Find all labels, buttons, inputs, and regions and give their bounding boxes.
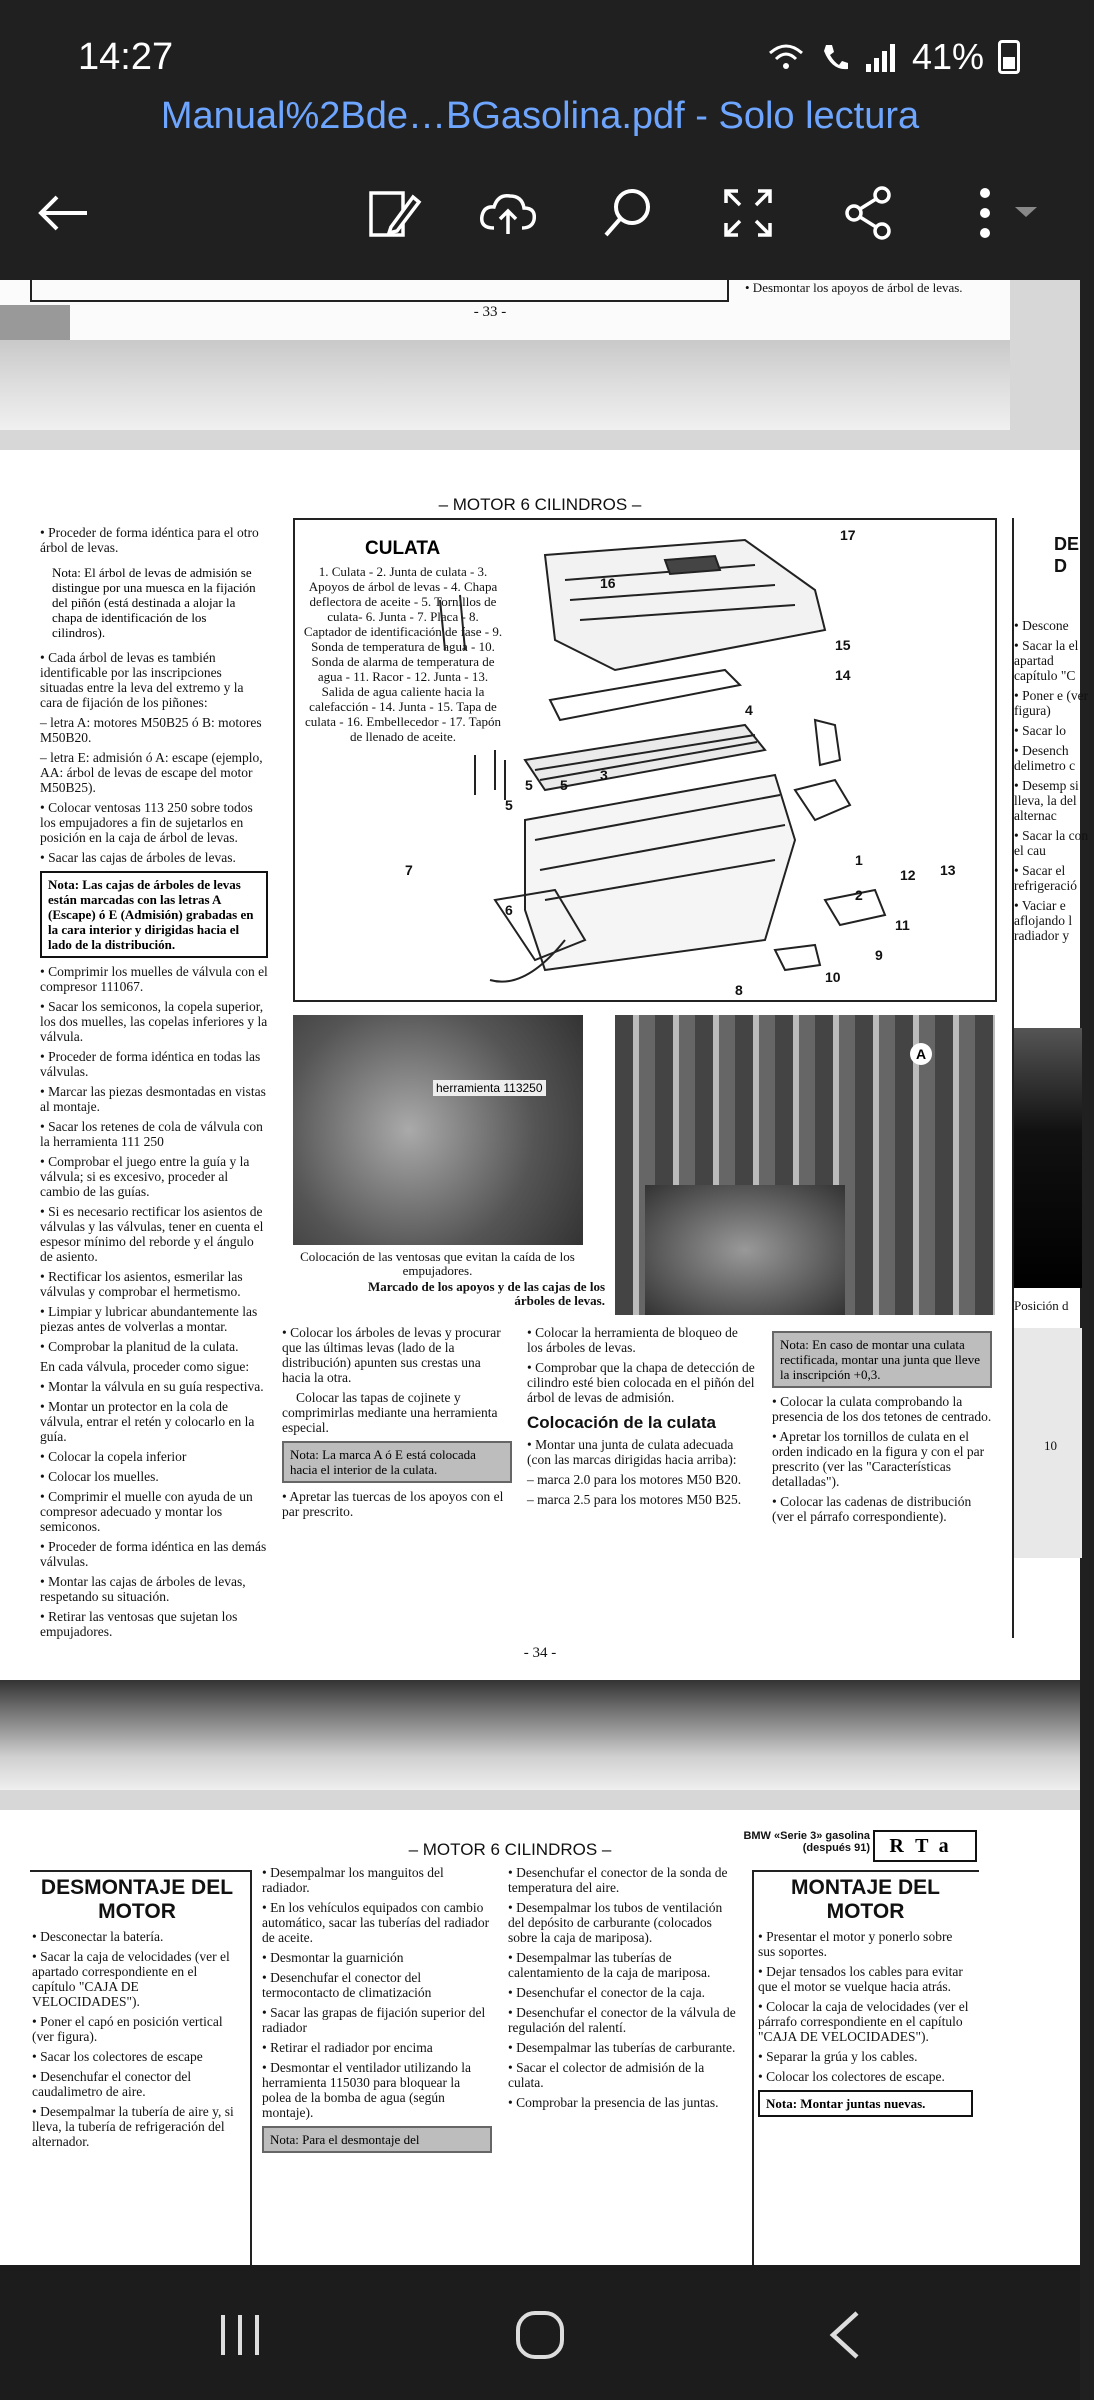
note-box: Nota: Montar juntas nuevas. — [758, 2090, 973, 2117]
paragraph: • Apretar los tornillos de culata en el orden indicado en la figura y con el par prescrito (ver las "Características detalladas"). — [772, 1429, 985, 1489]
diagram-label: 1 — [855, 852, 863, 868]
note-box: Nota: Las cajas de árboles de levas están marcadas con las letras A (Escape) ó E (Admisión) grabadas en la cara interior y dirigidas hacia el lado de la distribución. — [40, 871, 268, 958]
diagram-label: 9 — [875, 947, 883, 963]
paragraph: • Dejar tensados los cables para evitar que el motor se vuelque hacia atrás. — [758, 1964, 963, 1994]
paragraph: • Colocar los colectores de escape. — [758, 2069, 945, 2084]
diagram-label: 6 — [505, 902, 513, 918]
paragraph: • Desempalmar los tubos de ventilación del depósito de carburante (colocados sobre la caja de mariposa). — [508, 1900, 723, 1945]
paragraph: • Cada árbol de levas es también identificable por las inscripciones situadas entre la leva del extremo y la cara de fijación de los piñones: — [40, 650, 244, 710]
page-number: - 34 - — [523, 1645, 557, 1661]
paragraph: • Desemp si lleva, la del alternac — [1014, 778, 1079, 823]
page-33 — [0, 280, 1010, 430]
paragraph: • Colocar la caja de velocidades (ver el párrafo correspondiente en el capítulo "CAJA DE VELOCIDADES"). — [758, 1999, 969, 2044]
diagram-label: 3 — [600, 767, 608, 783]
paragraph: • Marcar las piezas desmontadas en vistas al montaje. — [40, 1084, 266, 1114]
paragraph: • Montar un protector en la cola de válvula, entrar el retén y colocarlo en la guía. — [40, 1399, 255, 1444]
document-title: Manual%2Bde…BGasolina.pdf - Solo lectura — [0, 95, 1080, 145]
text-column-2 — [282, 1325, 512, 1524]
text-column-3 — [508, 1865, 738, 2115]
brand-text: BMW «Serie 3» gasolina (después 91) — [743, 1830, 870, 1854]
paragraph: • Poner el capó en posición vertical (ver figura). — [32, 2014, 223, 2044]
paragraph: • Colocar la copela inferior — [40, 1449, 187, 1464]
search-icon[interactable] — [590, 175, 666, 251]
diagram-label: 11 — [895, 917, 910, 933]
paragraph: • Comprobar la presencia de las juntas. — [508, 2095, 719, 2110]
page-34 — [0, 450, 1089, 1790]
diagram-label: 13 — [940, 862, 956, 878]
edge-heading: DE D — [1054, 534, 1080, 576]
paragraph: • Comprobar el juego entre la guía y la válvula; si es excesivo, proceder al cambio de las guías. — [40, 1154, 250, 1199]
navigation-bar — [0, 2265, 1080, 2400]
paragraph: – letra E: admisión ó A: escape (ejemplo, AA: árbol de levas de escape del motor M50B25). — [40, 750, 263, 795]
battery-percent: 41% — [911, 36, 984, 77]
paragraph: • Desenchufar el conector de la caja. — [508, 1985, 705, 2000]
scan-shadow — [0, 1680, 1080, 1790]
text-column-4 — [758, 1876, 973, 2123]
text-column-2 — [262, 1865, 492, 2159]
photo-caption: Colocación de las ventosas que evitan la caída de los empujadores. — [300, 1249, 575, 1278]
paragraph: • Sacar los colectores de escape — [32, 2049, 203, 2064]
paragraph: • Sacar lo — [1014, 723, 1066, 738]
text-column-4 — [772, 1325, 992, 1529]
paragraph: • Desconectar la batería. — [32, 1929, 164, 1944]
toolbar — [0, 145, 1080, 280]
edge-label: 10 — [1044, 1438, 1057, 1453]
paragraph: • Poner e (ver figura) — [1014, 688, 1089, 718]
diagram-label: 15 — [835, 637, 851, 653]
edge-caption: Posición d — [1014, 1298, 1069, 1313]
diagram-label: 4 — [745, 702, 753, 718]
note-box: Nota: La marca A ó E está colocada hacia el interior de la culata. — [282, 1441, 512, 1483]
paragraph: Colocar las tapas de cojinete y comprimirlas mediante una herramienta especial. — [282, 1390, 498, 1435]
page-header: – MOTOR 6 CILINDROS – — [438, 495, 642, 514]
diagram-legend: 1. Culata - 2. Junta de culata - 3. Apoyos de árbol de levas - 4. Chapa deflectora de aceite - 5. Tornillos de culata- 6. Junta - 7. Placa - 8. Captador de identificación de fase - 9. Sonda de temperatura de agua - 10. Sonda de alarma de temperatura de agua - 11. Racor - 12. Junta - 13. Salida de agua caliente hacia la calefacción - 14. Junta - 15. Tapa de culata - 16. Embellecedor - 17. Tapón de llenado de aceite. — [303, 564, 503, 744]
back-arrow-icon[interactable] — [25, 175, 101, 251]
page-header: – MOTOR 6 CILINDROS – — [408, 1840, 612, 1859]
battery-icon — [998, 40, 1020, 74]
paragraph: • Sacar las cajas de árboles de levas. — [40, 850, 236, 865]
paragraph: – letra A: motores M50B25 ó B: motores M50B20. — [40, 715, 262, 745]
paragraph: • Sacar las grapas de fijación superior del radiador — [262, 2005, 486, 2035]
paragraph: • Desenchufar el conector de la válvula de regulación del ralentí. — [508, 2005, 736, 2035]
diagram-label: 12 — [900, 867, 916, 883]
edit-icon[interactable] — [355, 175, 431, 251]
paragraph: • Desempalmar los manguitos del radiador. — [262, 1865, 444, 1895]
paragraph: • Proceder de forma idéntica en todas las válvulas. — [40, 1049, 261, 1079]
paragraph: • Retirar el radiador por encima — [262, 2040, 433, 2055]
scan-mark — [0, 305, 70, 340]
diagram-label: 8 — [735, 982, 743, 998]
edge-photo — [1014, 1028, 1082, 1288]
paragraph: • Retirar las ventosas que sujetan los empujadores. — [40, 1609, 238, 1639]
diagram-label: 17 — [840, 527, 856, 543]
paragraph: • Colocar las cadenas de distribución (ver el párrafo correspondiente). — [772, 1494, 972, 1524]
note-box: Nota: En caso de montar una culata rectificada, montar una junta que lleve la inscripción +0,3. — [772, 1331, 992, 1388]
home-icon[interactable] — [505, 2300, 575, 2370]
paragraph: • Montar la válvula en su guía respectiva. — [40, 1379, 264, 1394]
marker-a: A — [910, 1043, 932, 1065]
share-icon[interactable] — [830, 175, 906, 251]
fullscreen-icon[interactable] — [710, 175, 786, 251]
status-icons — [766, 36, 1020, 78]
paragraph: • Colocar ventosas 113 250 sobre todos los empujadores a fin de sujetarlos en posición en la caja de árbol de levas. — [40, 800, 253, 845]
diagram-label: 5 — [560, 777, 568, 793]
paragraph: • Sacar los retenes de cola de válvula con la herramienta 111 250 — [40, 1119, 263, 1149]
paragraph: • Limpiar y lubricar abundantemente las piezas antes de volverlas a montar. — [40, 1304, 258, 1334]
signal-icon — [864, 42, 898, 72]
status-bar — [0, 0, 1080, 95]
paragraph: • Colocar la culata comprobando la presencia de los dos tetones de centrado. — [772, 1394, 992, 1424]
paragraph: • Comprimir el muelle con ayuda de un compresor adecuado y montar los semiconos. — [40, 1489, 253, 1534]
diagram-label: 10 — [825, 969, 841, 985]
rta-logo: RTa — [873, 1830, 977, 1862]
clock: 14:27 — [78, 36, 174, 78]
note-box: Nota: Para el desmontaje del — [262, 2126, 492, 2153]
photo-inset — [645, 1185, 845, 1315]
paragraph: • Colocar los muelles. — [40, 1469, 159, 1484]
paragraph: En cada válvula, proceder como sigue: — [40, 1359, 250, 1374]
call-icon — [820, 41, 850, 73]
diagram-label: 16 — [600, 575, 616, 591]
section-heading: DESMONTAJE DEL MOTOR — [40, 1876, 234, 1923]
section-heading: MONTAJE DEL MOTOR — [791, 1876, 940, 1923]
pdf-viewer[interactable] — [0, 280, 1089, 2265]
paragraph: • Rectificar los asientos, esmerilar las válvulas y comprobar el hermetismo. — [40, 1269, 243, 1299]
paragraph: • Montar una junta de culata adecuada (con las marcas dirigidas hacia arriba): — [527, 1437, 737, 1467]
note: Nota: El árbol de levas de admisión se distingue por una muesca en la fijación del piñón (está destinada a alojar la chapa de identificación de los cilindros). — [52, 565, 256, 640]
page-33-number: - 33 - — [473, 304, 507, 320]
paragraph: • Comprimir los muelles de válvula con el compresor 111067. — [40, 964, 268, 994]
next-page-edge — [1012, 518, 1089, 1638]
back-icon[interactable] — [810, 2300, 880, 2370]
paragraph: • Descone — [1014, 618, 1069, 633]
paragraph: • Vaciar e aflojando l radiador y — [1014, 898, 1073, 943]
paragraph: • Desenchufar el conector de la sonda de temperatura del aire. — [508, 1865, 728, 1895]
paragraph: – marca 2.5 para los motores M50 B25. — [527, 1492, 742, 1507]
engine-drawing — [295, 520, 995, 1000]
paragraph: • Desempalmar la tubería de aire y, si lleva, la tubería de refrigeración del alternador. — [32, 2104, 234, 2149]
paragraph: • Desempalmar las tuberías de carburante. — [508, 2040, 736, 2055]
photo-ventosas — [293, 1015, 583, 1245]
wifi-icon — [766, 41, 806, 73]
diagram-label: 14 — [835, 667, 851, 683]
paragraph: – marca 2.0 para los motores M50 B20. — [527, 1472, 742, 1487]
page-35 — [0, 1810, 1080, 2265]
text-column-3 — [527, 1325, 757, 1512]
recent-apps-icon[interactable] — [205, 2300, 275, 2370]
paragraph: • Sacar la el apartad capítulo "C — [1014, 638, 1079, 683]
paragraph: • Sacar la con el cau — [1014, 828, 1089, 858]
paragraph: • Desenchufar el conector del termocontacto de climatización — [262, 1970, 432, 2000]
paragraph: • Colocar la herramienta de bloqueo de los árboles de levas. — [527, 1325, 738, 1355]
text-column-1 — [32, 1876, 242, 2154]
diagram-title: CULATA — [365, 538, 441, 559]
page-33-box — [30, 280, 729, 302]
edge-figure — [1014, 1328, 1082, 1558]
paragraph: • Desmontar el ventilador utilizando la herramienta 115030 para bloquear la polea de la bomba de agua (según montaje). — [262, 2060, 472, 2120]
paragraph: • Proceder de forma idéntica en las demás válvulas. — [40, 1539, 267, 1569]
paragraph: • Sacar el refrigeració — [1014, 863, 1077, 893]
more-icon[interactable] — [960, 175, 1050, 251]
paragraph: • Desench delimetro c — [1014, 743, 1076, 773]
paragraph: • Desmontar la guarnición — [262, 1950, 404, 1965]
diagram-label: 5 — [505, 797, 513, 813]
photo-caption-bold: Marcado de los apoyos y de las cajas de los árboles de levas. — [367, 1279, 605, 1308]
paragraph: • Montar las cajas de árboles de levas, respetando su situación. — [40, 1574, 246, 1604]
photo-label: herramienta 113250 — [433, 1080, 546, 1096]
diagram-label: 2 — [855, 887, 863, 903]
paragraph: • Desenchufar el conector del caudalimetro de aire. — [32, 2069, 192, 2099]
paragraph: • Desempalmar las tuberías de calentamiento de la caja de mariposa. — [508, 1950, 711, 1980]
paragraph: • Apretar las tuercas de los apoyos con el par prescrito. — [282, 1489, 504, 1519]
paragraph: • Comprobar que la chapa de detección de cilindro esté bien colocada en el piñón del árbol de levas de admisión. — [527, 1360, 755, 1405]
edge-text — [1014, 618, 1089, 948]
paragraph: • Comprobar la planitud de la culata. — [40, 1339, 239, 1354]
page-33-text: • Desmontar los apoyos de árbol de levas. — [745, 280, 963, 295]
paragraph: • Presentar el motor y ponerlo sobre sus soportes. — [758, 1929, 953, 1959]
diagram-label: 7 — [405, 862, 413, 878]
paragraph: • Sacar el colector de admisión de la culata. — [508, 2060, 705, 2090]
paragraph: • En los vehículos equipados con cambio automático, sacar las tuberías del radiador de aceite. — [262, 1900, 490, 1945]
scan-shadow — [0, 340, 1010, 430]
photo-apoyos — [615, 1015, 995, 1315]
paragraph: • Proceder de forma idéntica para el otro árbol de levas. — [40, 525, 259, 555]
cloud-upload-icon[interactable] — [470, 175, 546, 251]
culata-diagram — [293, 518, 997, 1002]
text-column-1 — [40, 525, 268, 1644]
paragraph: • Si es necesario rectificar los asientos de válvulas y las válvulas, tener en cuenta el espesor mínimo del reborde y el ángulo de asiento. — [40, 1204, 264, 1264]
diagram-label: 5 — [525, 777, 533, 793]
paragraph: • Sacar la caja de velocidades (ver el apartado correspondiente en el capítulo "CAJA DE VELOCIDADES"). — [32, 1949, 230, 2009]
paragraph: • Colocar los árboles de levas y procurar que las últimas levas (lado de la distribución) apunten sus crestas una hacia la otra. — [282, 1325, 501, 1385]
paragraph: • Sacar los semiconos, la copela superior, los dos muelles, las copelas inferiores y la válvula. — [40, 999, 268, 1044]
paragraph: • Separar la grúa y los cables. — [758, 2049, 918, 2064]
section-heading: Colocación de la culata — [527, 1413, 716, 1432]
